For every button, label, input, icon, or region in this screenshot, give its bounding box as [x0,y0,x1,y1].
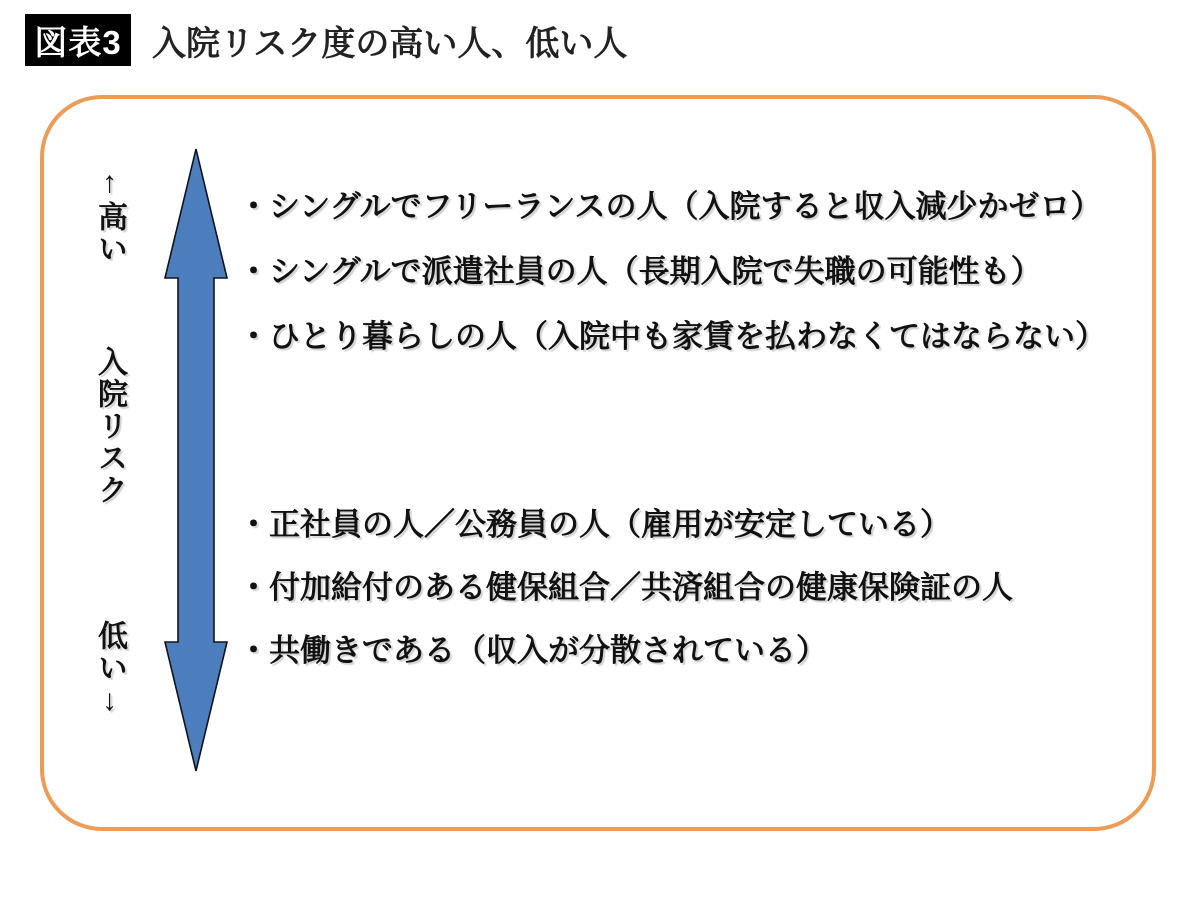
double-arrow-shape [165,149,227,771]
list-item: ・ひとり暮らしの人（入院中も家賃を払わなくてはならない） [238,319,1106,354]
list-item: ・シングルでフリーランスの人（入院すると収入減少かゼロ） [238,189,1102,224]
list-item: ・付加給付のある健保組合／共済組合の健康保険証の人 [238,570,1013,605]
high-risk-list [238,174,1106,369]
axis-label-high: ↑高い [93,166,126,265]
figure-title: 入院リスク度の高い人、低い人 [152,24,628,63]
risk-axis-double-arrow-icon [157,148,235,772]
low-risk-list [238,493,1013,682]
figure-badge: 図表3 [25,14,131,66]
list-item: ・正社員の人／公務員の人（雇用が安定している） [238,507,951,542]
list-item: ・シングルで派遣社員の人（長期入院で失職の可能性も） [238,254,1042,289]
axis-label-low: 低い↓ [93,620,126,719]
axis-label-risk: 入院リスク [93,346,126,506]
list-item: ・共働きである（収入が分散されている） [238,633,827,668]
